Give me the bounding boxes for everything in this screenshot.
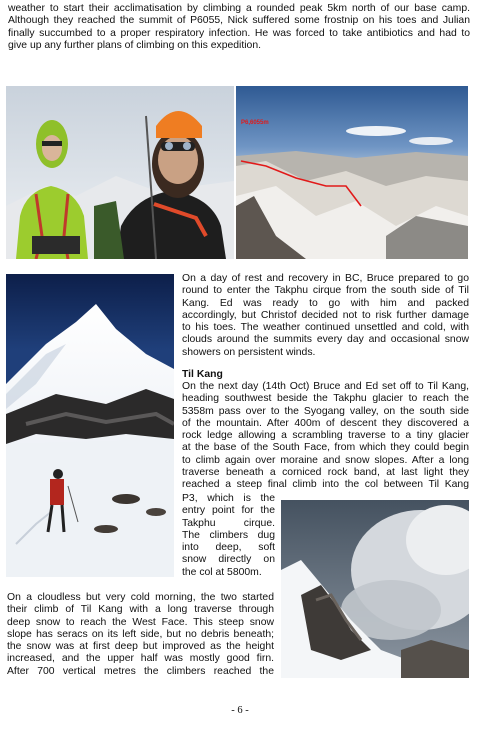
text-line: of the mountain. After 400m of descent they discovered a — [182, 417, 469, 429]
rest-day-paragraph — [182, 273, 469, 359]
text-line: After 700 vertical metres the climbers reached the — [7, 665, 274, 677]
til-kang-paragraph — [182, 381, 469, 492]
text-line: the col at 5800m. — [182, 566, 262, 578]
text-line: On a day of rest and recovery in BC, Bruce prepared to go — [182, 273, 469, 284]
text-line: into deep, soft — [182, 542, 275, 554]
text-line: Although they reached the summit of P6055, Nick suffered some frostnip on his toes and Julian — [8, 15, 470, 27]
text-line: deep snow to reach the West Face. This steep snow — [7, 616, 274, 628]
narrow-paragraph — [182, 493, 275, 579]
text-line: the snow was at first deep but improved as the height — [7, 641, 274, 653]
text-line: their climb of Til Kang with a long traverse through — [7, 604, 274, 616]
page-number: - 6 - — [231, 705, 249, 716]
text-line: snow directly on — [182, 554, 275, 566]
text-line: On a cloudless but very cold morning, the two started — [7, 592, 274, 603]
text-line: to climb again over moraine and snow slopes. After a long — [182, 454, 469, 466]
intro-paragraph — [8, 3, 470, 52]
text-line: Takphu cirque. — [182, 517, 275, 529]
text-line: The climbers dug — [182, 529, 275, 541]
text-line: slope has seracs on its left side, but no debris beneath; — [7, 628, 274, 640]
photo-cloudy-ridge — [281, 500, 469, 678]
photo-route-view — [236, 86, 468, 259]
text-line: give up any further plans of climbing on this expedition. — [8, 39, 261, 51]
text-line: reached a steep final climb into the col between Til Kang — [182, 479, 469, 491]
text-line: to his toes. The weather continued unsettled and cold, with — [182, 322, 469, 334]
text-line: rock ledge allowing a scrambling traverse to a tiny glacier — [182, 430, 469, 442]
text-line: entry point for the — [182, 505, 275, 517]
text-line: showers on persistent winds. — [182, 346, 316, 358]
text-line: On the next day (14th Oct) Bruce and Ed set off to Til Kang, — [182, 381, 469, 392]
text-line: weather to start their acclimatisation by climbing a rounded peak 5km north of our base camp. — [8, 3, 470, 14]
text-line: finally succumbed to a proper respiratory infection. He was forced to take antibiotics and had to — [8, 27, 470, 39]
route-label: P6,6055m — [241, 120, 269, 126]
text-line: accordingly, but Christof decided not to risk further damage — [182, 309, 469, 321]
photo-climbers-portrait — [6, 86, 234, 259]
text-line: round to enter the Takphu cirque from the south side of Til — [182, 285, 469, 297]
text-line: at the base of the South Face, from which they could begin — [182, 442, 469, 454]
bottom-paragraph — [7, 592, 274, 678]
text-line: Kang. Ed was ready to go with him and packed — [182, 297, 469, 309]
text-line: traverse beneath a corniced rock band, at last light they — [182, 467, 469, 479]
photo-mountain-climber — [6, 274, 174, 577]
text-line: increased, and the upper half was mostly good firn. — [7, 653, 274, 665]
section-heading-til-kang: Til Kang — [182, 369, 223, 380]
text-line: heading southwest beside the Takphu glacier to reach the — [182, 393, 469, 405]
text-line: 5358m pass over to the Syogang valley, on the south side — [182, 405, 469, 417]
text-line: clouds around the summits every day and occasional snow — [182, 334, 469, 346]
text-line: P3, which is the — [182, 493, 275, 504]
